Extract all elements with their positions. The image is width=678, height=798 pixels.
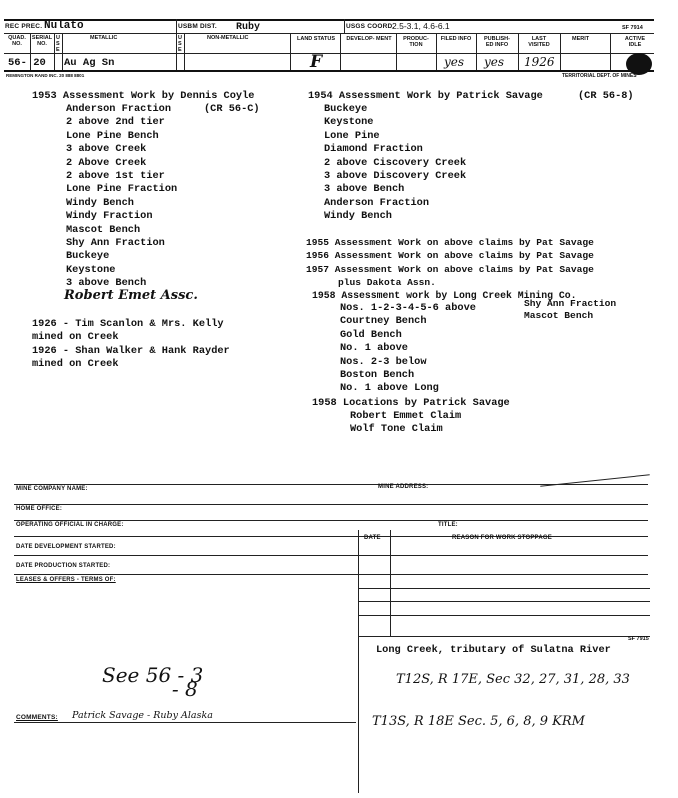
list-item: plus Dakota Assn. [338, 277, 436, 289]
divider [290, 33, 291, 70]
list-item: Boston Bench [340, 369, 415, 382]
divider [62, 33, 63, 70]
list-item: Mascot Bench [66, 223, 141, 236]
locations-1958 [350, 410, 461, 437]
list-item: Buckeye [324, 103, 368, 115]
col-active-idle: ACTIVE IDLE [624, 36, 646, 48]
title-label: TITLE: [438, 522, 458, 528]
list-item: mined on Creek [32, 358, 119, 371]
divider [14, 722, 356, 723]
col-development: DEVELOP- MENT [346, 36, 392, 42]
col-production: PRODUC- TION [403, 36, 429, 48]
header-mid-rule [4, 33, 654, 34]
divider [14, 574, 648, 575]
divider [340, 33, 341, 70]
list-item: 2 above 2nd tier [66, 116, 165, 129]
home-office-label: HOME OFFICE: [16, 506, 63, 512]
list-item: Nos. 2-3 below [340, 355, 427, 368]
department-label: TERRITORIAL DEPT. OF MINES [562, 73, 637, 79]
handwritten-robert-emet: Robert Emet Assc. [64, 288, 198, 303]
list-item: mined on Creek [32, 331, 119, 344]
comments-value: Patrick Savage - Ruby Alaska [72, 710, 213, 721]
list-item: No. 1 above [340, 342, 408, 355]
heading-1958-locations: 1958 Locations by Patrick Savage [312, 397, 510, 409]
handwritten-see: See 56 - 3 - 8 [102, 663, 204, 701]
list-item: 3 above Bench [324, 183, 405, 196]
list-item: Keystone [324, 116, 374, 129]
divider [176, 19, 177, 33]
list-item: Wolf Tone Claim [350, 423, 443, 436]
divider [14, 555, 648, 556]
heading-1958: 1958 Assessment work by Long Creek Mining Co. [312, 290, 577, 301]
col-published-info: PUBLISH- ED INFO [484, 36, 510, 48]
list-item: Lone Pine Fraction [66, 183, 178, 196]
form-number: SF 7914 [622, 25, 643, 31]
divider [396, 33, 397, 70]
claims-1954 [324, 103, 466, 224]
list-item: Windy Fraction [66, 210, 153, 223]
usgs-coord-value: 2.5-3.1, 4.6-6.1 [392, 21, 450, 31]
list-item: Anderson Fraction [324, 196, 430, 209]
list-item: Buckeye [66, 250, 110, 263]
list-item: 3 above Creek [66, 143, 147, 156]
divider [358, 636, 650, 637]
col-last-visited: LAST VISITED [528, 36, 550, 48]
row-metallic: Au Ag Sn [64, 57, 115, 69]
left-heading: 1953 Assessment Work by Dennis Coyle [32, 90, 255, 102]
list-item: 2 Above Creek [66, 156, 147, 169]
years-1955-1957 [306, 236, 594, 290]
location-text: Long Creek, tributary of Sulatna River [376, 644, 611, 656]
header-bottom-rule [4, 70, 654, 72]
list-item: 1955 Assessment Work on above claims by Pat Savage [306, 237, 594, 248]
list-item: 2 above 1st tier [66, 170, 165, 183]
mine-company-name-label: MINE COMPANY NAME: [16, 486, 88, 492]
col-land-status: LAND STATUS [297, 36, 335, 42]
divider [14, 504, 648, 505]
list-item: 3 above Bench [66, 277, 147, 290]
list-item: Lone Pine Bench [66, 129, 159, 142]
list-item: Gold Bench [340, 328, 402, 341]
col-serial-no: SERIAL NO. [31, 35, 53, 47]
date-col-label: DATE [364, 535, 381, 541]
list-item: 2 above Ciscovery Creek [324, 156, 467, 169]
divider [344, 19, 345, 33]
row-land-status: F [310, 52, 323, 72]
divider [518, 33, 519, 70]
col-use-2: U S E [178, 35, 182, 53]
divider [14, 536, 648, 537]
divider [358, 588, 650, 589]
divider [358, 615, 650, 616]
row-filed-info: yes [444, 55, 465, 69]
handwritten-t12: T12S, R 17E, Sec 32, 27, 31, 28, 33 [396, 672, 630, 687]
list-item: Diamond Fraction [324, 143, 423, 156]
col-use: U S E [56, 35, 60, 53]
list-item: 1956 Assessment Work on above claims by Pat Savage [306, 250, 594, 262]
list-item: Lone Pine [324, 129, 380, 142]
divider [610, 33, 611, 70]
handwritten-t13: T13S, R 18E Sec. 5, 6, 8, 9 KRM [372, 714, 585, 729]
comments-label: COMMENTS: [16, 714, 58, 721]
left-heading-ref: (CR 56-C) [204, 103, 260, 115]
divider [54, 33, 55, 70]
side-1958 [524, 298, 616, 321]
col-quad-no: QUAD. NO. [8, 35, 26, 47]
reason-col-label: REASON FOR WORK STOPPAGE [452, 535, 552, 541]
list-item: 1926 - Shan Walker & Hank Rayder [32, 344, 230, 357]
list-item: Robert Emmet Claim [350, 410, 462, 422]
divider [560, 33, 561, 70]
divider [358, 601, 650, 602]
row-last-visited: 1926 [524, 55, 555, 69]
notes-1926 [32, 318, 230, 372]
list-item: Nos. 1-2-3-4-5-6 above [340, 302, 476, 314]
printer-line: REMINGTON RAND INC. 20 888 8801 [6, 73, 85, 78]
list-item: 1957 Assessment Work on above claims by Pat Savage [306, 263, 594, 275]
usbm-dist-label: USBM DIST. [178, 23, 217, 30]
list-item: Mascot Bench [524, 309, 594, 321]
mine-address-label: MINE ADDRESS: [378, 484, 429, 490]
row-published-info: yes [484, 55, 505, 69]
divider [176, 33, 177, 70]
date-dev-started-label: DATE DEVELOPMENT STARTED: [16, 544, 116, 550]
divider [14, 520, 648, 521]
right-heading-ref: (CR 56-8) [578, 90, 634, 102]
list-item: Windy Bench [66, 196, 134, 209]
divider [436, 33, 437, 70]
list-item: 3 above Discovery Creek [324, 170, 467, 183]
col-merit: MERIT [572, 36, 590, 42]
list-item: Shy Ann Fraction [66, 237, 165, 250]
divider [358, 530, 359, 793]
form-number-2: SF 7915 [628, 636, 649, 642]
rec-prec-value: Nulato [44, 20, 84, 32]
divider [390, 530, 391, 636]
divider [476, 33, 477, 70]
col-non-metallic: NON-METALLIC [207, 35, 249, 41]
operating-official-label: OPERATING OFFICIAL IN CHARGE: [16, 522, 124, 528]
row-quad-serial: 56- 20 [8, 57, 46, 69]
corner-ink-dot [626, 53, 652, 75]
claims-1958 [340, 302, 476, 396]
usbm-dist-value: Ruby [236, 22, 261, 33]
list-item: Shy Ann Fraction [524, 298, 617, 309]
date-prod-started-label: DATE PRODUCTION STARTED: [16, 563, 111, 569]
left-claim-list [66, 103, 177, 291]
usgs-coord-label: USGS COORD. [346, 23, 395, 30]
col-filed-info: FILED INFO [440, 36, 472, 42]
list-item: Keystone [66, 263, 116, 276]
list-item: Anderson Fraction [66, 103, 172, 115]
header-top-rule [4, 19, 654, 21]
header-row-rule [4, 53, 654, 54]
list-item: Courtney Bench [340, 315, 427, 328]
list-item: No. 1 above Long [340, 382, 439, 395]
leases-label: LEASES & OFFERS - TERMS OF: [16, 577, 116, 583]
col-metallic: METALLIC [90, 35, 118, 41]
divider [184, 33, 185, 70]
list-item: 1926 - Tim Scanlon & Mrs. Kelly [32, 318, 224, 330]
right-heading: 1954 Assessment Work by Patrick Savage [308, 90, 543, 102]
rec-prec-label: REC PREC. [5, 23, 43, 30]
list-item: Windy Bench [324, 210, 392, 223]
